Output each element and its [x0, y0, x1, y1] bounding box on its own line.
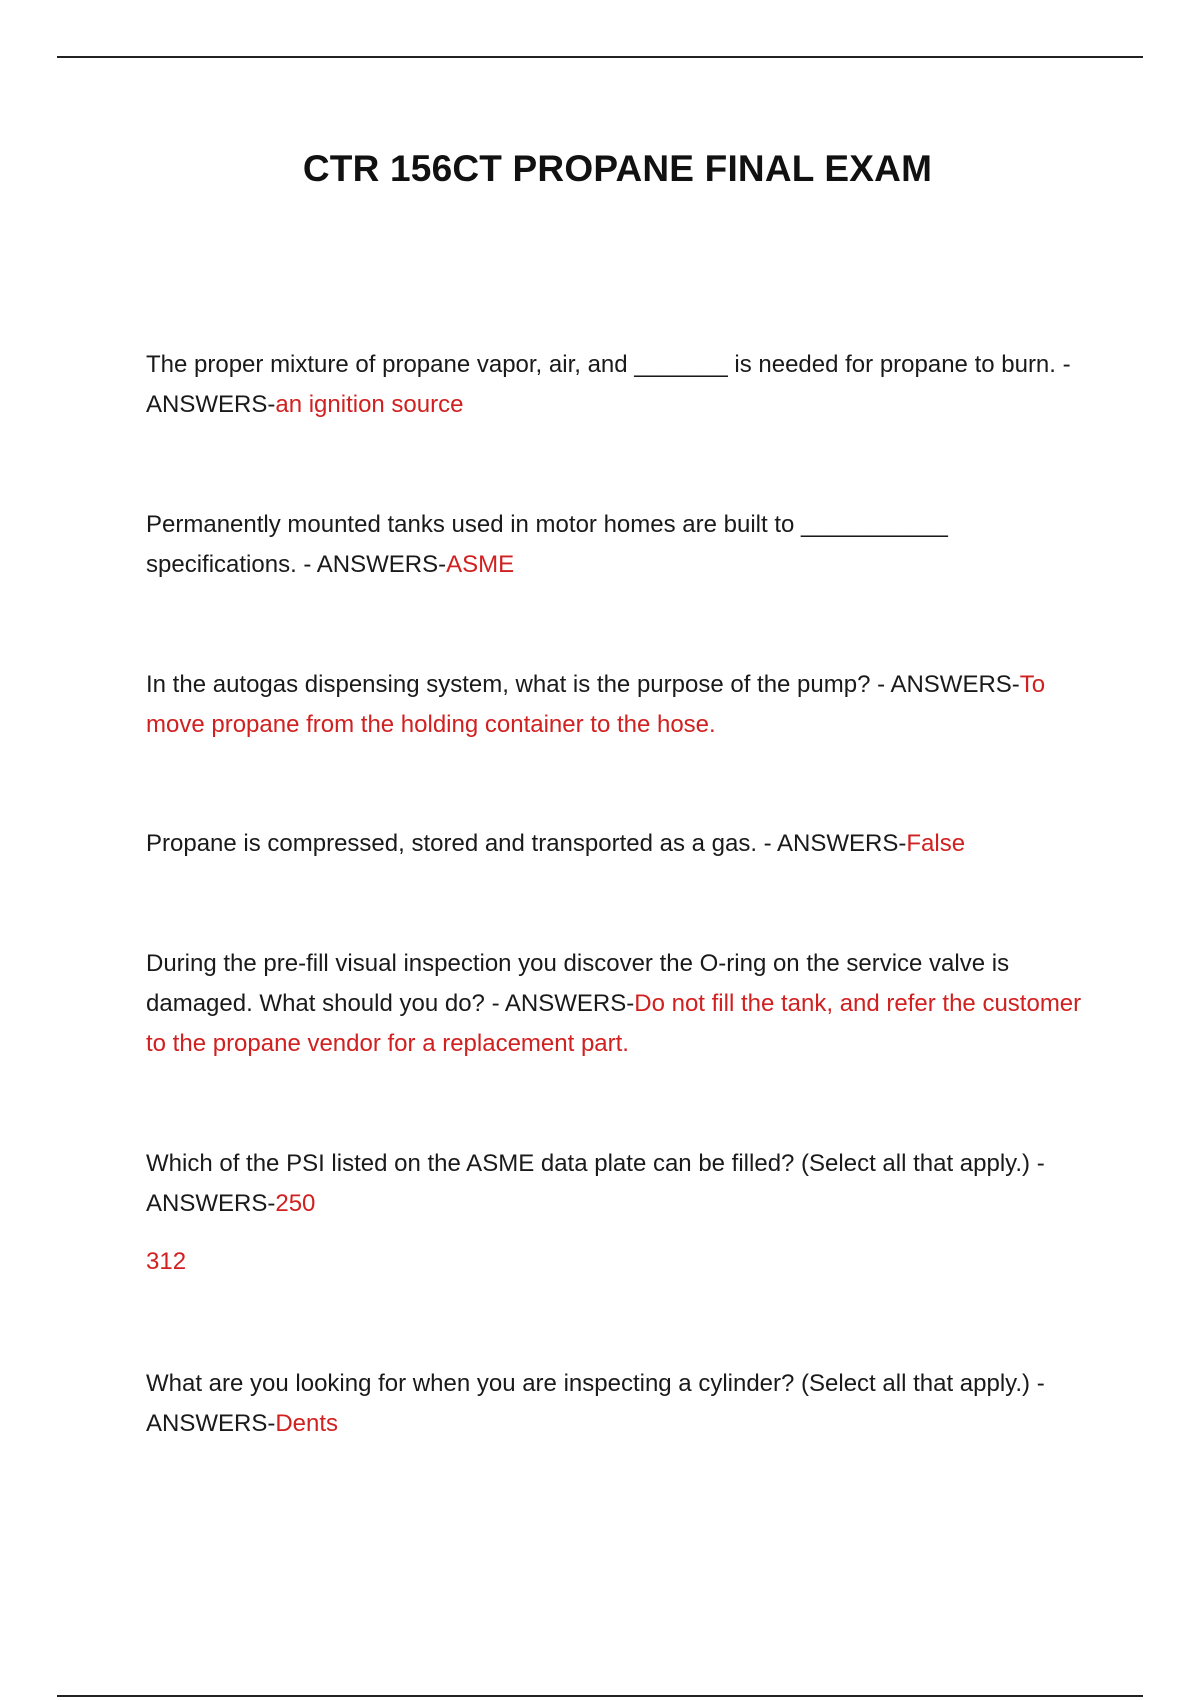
answer-text: ASME: [446, 551, 515, 578]
question-6-extra-answer: 312: [146, 1248, 187, 1275]
question-text: Which of the PSI listed on the ASME data plate can be filled? (Select all that apply.) -: [146, 1150, 1045, 1177]
answer-prefix: ANSWERS-: [316, 551, 447, 578]
answer-text: Dents: [275, 1410, 339, 1437]
answer-prefix: ANSWERS-: [146, 1190, 276, 1217]
answer-prefix: ANSWERS-: [504, 990, 635, 1017]
answer-prefix: ANSWERS-: [146, 1410, 276, 1437]
question-1: [146, 345, 1086, 425]
answer-text: an ignition source: [275, 391, 464, 418]
answer-prefix: ANSWERS-: [777, 830, 907, 857]
answer-text: To move propane from the holding container to the hose.: [146, 671, 1046, 738]
question-7: [146, 1364, 1086, 1444]
question-text: What are you looking for when you are inspecting a cylinder? (Select all that apply.) -: [146, 1370, 1045, 1397]
question-2: [146, 505, 1086, 585]
answer-prefix: ANSWERS-: [890, 671, 1020, 698]
question-text: Permanently mounted tanks used in motor homes are built to ___________ specifications. -: [146, 511, 948, 578]
answer-text: Do not fill the tank, and refer the customer to the propane vendor for a replacement part.: [146, 990, 1082, 1057]
page-title: CTR 156CT PROPANE FINAL EXAM: [302, 148, 933, 189]
answer-text: 250: [275, 1190, 316, 1217]
question-text: In the autogas dispensing system, what is the purpose of the pump? -: [146, 671, 891, 698]
question-4: [146, 824, 1086, 864]
question-5: [146, 944, 1086, 1064]
question-text: The proper mixture of propane vapor, air, and _______ is needed for propane to burn. -: [146, 351, 1071, 378]
question-6: [146, 1144, 1086, 1224]
question-text: Propane is compressed, stored and transported as a gas. -: [146, 830, 778, 857]
bottom-rule: [57, 1695, 1143, 1697]
answer-prefix: ANSWERS-: [146, 391, 276, 418]
answer-text: False: [906, 830, 966, 857]
question-text: During the pre-fill visual inspection you discover the O-ring on the service valve is damaged. What should you do? -: [146, 950, 1010, 1017]
question-3: [146, 665, 1086, 745]
top-rule: [57, 56, 1143, 58]
